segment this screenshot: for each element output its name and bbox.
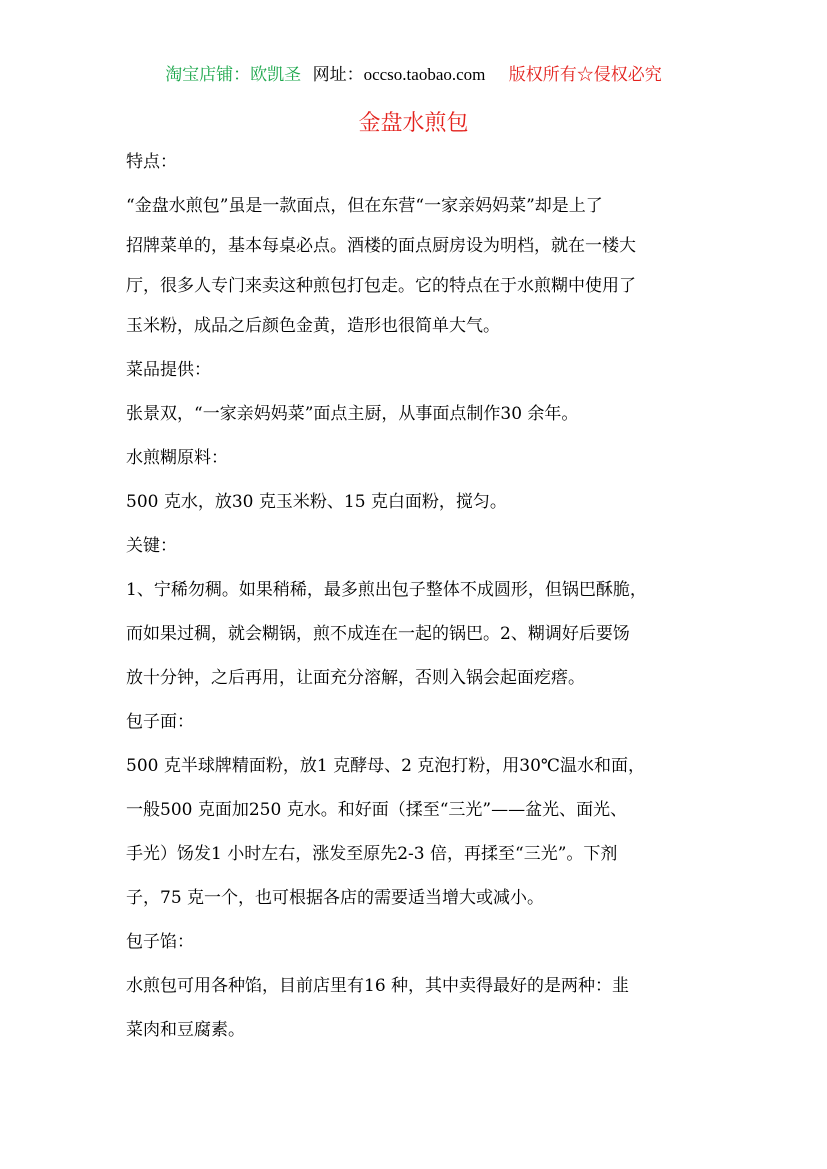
key-line: 1、宁稀勿稠。如果稍稀，最多煎出包子整体不成圆形，但锅巴酥脆， xyxy=(126,580,647,600)
filling-paragraph xyxy=(126,972,706,1045)
key-line: 而如果过稠，就会糊锅，煎不成连在一起的锅巴。2、糊调好后要饧 xyxy=(126,624,630,644)
provider-line: 张景双，“一家亲妈妈菜”面点主厨，从事面点制作30 余年。 xyxy=(126,404,579,424)
copyright-notice: 版权所有☆侵权必究 xyxy=(508,65,662,85)
site-url: occso.taobao.com xyxy=(363,65,486,84)
filling-line: 水煎包可用各种馅，目前店里有16 种，其中卖得最好的是两种：韭 xyxy=(126,976,630,996)
features-line: 厅，很多人专门来卖这种煎包打包走。它的特点在于水煎糊中使用了 xyxy=(126,276,636,296)
dough-paragraph xyxy=(126,752,706,913)
document-body xyxy=(126,148,706,1045)
provider-label: 菜品提供： xyxy=(126,360,211,380)
key-line: 放十分钟，之后再用，让面充分溶解，否则入锅会起面疙瘩。 xyxy=(126,668,585,688)
features-line: “金盘水煎包”虽是一款面点，但在东营“一家亲妈妈菜”却是上了 xyxy=(126,196,603,216)
features-line: 玉米粉，成品之后颜色金黄，造形也很简单大气。 xyxy=(126,316,500,336)
filling-line: 菜肉和豆腐素。 xyxy=(126,1020,245,1040)
page-header xyxy=(0,60,827,85)
dough-line: 一般500 克面加250 克水。和好面（揉至“三光”——盆光、面光、 xyxy=(126,800,628,820)
dough-line: 子，75 克一个，也可根据各店的需要适当增大或减小。 xyxy=(126,888,545,908)
features-paragraph xyxy=(126,192,706,341)
provider-paragraph xyxy=(126,400,706,429)
dough-line: 手光）饧发1 小时左右，涨发至原先2-3 倍，再揉至“三光”。下剂 xyxy=(126,844,618,864)
document-title: 金盘水煎包 xyxy=(358,111,469,136)
batter-label: 水煎糊原料： xyxy=(126,448,228,468)
key-paragraph xyxy=(126,576,706,693)
dough-label: 包子面： xyxy=(126,712,194,732)
key-label: 关键： xyxy=(126,536,177,556)
shop-name: 淘宝店铺：欧凯圣 xyxy=(165,65,302,85)
features-label: 特点： xyxy=(126,152,177,172)
batter-paragraph xyxy=(126,488,706,517)
features-line: 招牌菜单的，基本每桌必点。酒楼的面点厨房设为明档，就在一楼大 xyxy=(126,236,636,256)
site-label: 网址： xyxy=(312,65,364,85)
batter-line: 500 克水，放30 克玉米粉、15 克白面粉，搅匀。 xyxy=(126,492,507,512)
filling-label: 包子馅： xyxy=(126,932,194,952)
dough-line: 500 克半球牌精面粉，放1 克酵母、2 克泡打粉，用30℃温水和面， xyxy=(126,756,645,776)
